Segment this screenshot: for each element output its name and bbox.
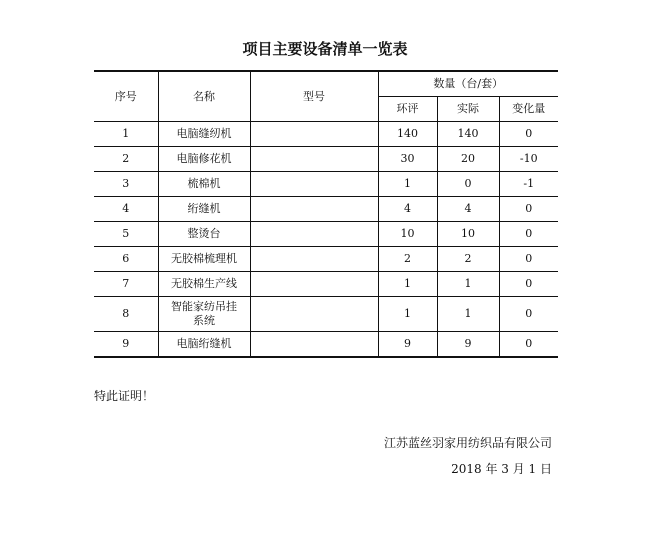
cell-model — [250, 247, 378, 272]
header-model: 型号 — [250, 71, 378, 122]
header-name: 名称 — [158, 71, 250, 122]
table-row — [94, 197, 558, 222]
document-date: 2018 年 3 月 1 日 — [451, 462, 552, 476]
cell-model — [250, 297, 378, 332]
cell-eia: 10 — [378, 222, 437, 247]
table-row — [94, 122, 558, 147]
cell-name: 整烫台 — [158, 222, 250, 247]
table-row — [94, 272, 558, 297]
cell-actual: 20 — [437, 147, 499, 172]
cell-name: 智能家纺吊挂系统 — [158, 297, 250, 332]
company-name: 江苏蓝丝羽家用纺织品有限公司 — [383, 436, 552, 450]
cell-seq: 1 — [94, 122, 158, 147]
cell-actual: 0 — [437, 172, 499, 197]
cell-seq: 2 — [94, 147, 158, 172]
cell-model — [250, 172, 378, 197]
header-change: 变化量 — [499, 97, 558, 122]
cell-name: 电脑修花机 — [158, 147, 250, 172]
table-row — [94, 332, 558, 358]
cell-eia: 140 — [378, 122, 437, 147]
cell-actual: 1 — [437, 272, 499, 297]
cell-change: 0 — [499, 122, 558, 147]
cell-name: 电脑缝纫机 — [158, 122, 250, 147]
equipment-table — [94, 70, 558, 358]
cell-actual: 140 — [437, 122, 499, 147]
cell-change: 0 — [499, 197, 558, 222]
cell-actual: 2 — [437, 247, 499, 272]
cell-seq: 7 — [94, 272, 158, 297]
table-row — [94, 247, 558, 272]
cell-seq: 9 — [94, 332, 158, 358]
cell-change: 0 — [499, 332, 558, 358]
cell-model — [250, 332, 378, 358]
cell-actual: 1 — [437, 297, 499, 332]
header-seq: 序号 — [94, 71, 158, 122]
cell-eia: 30 — [378, 147, 437, 172]
table-row — [94, 172, 558, 197]
table-row — [94, 297, 558, 332]
header-actual: 实际 — [437, 97, 499, 122]
closing-statement: 特此证明！ — [94, 389, 155, 403]
cell-eia: 4 — [378, 197, 437, 222]
cell-actual: 9 — [437, 332, 499, 358]
cell-name: 梳棉机 — [158, 172, 250, 197]
table-row — [94, 222, 558, 247]
cell-seq: 5 — [94, 222, 158, 247]
cell-actual: 4 — [437, 197, 499, 222]
cell-name: 无胶棉梳理机 — [158, 247, 250, 272]
cell-seq: 8 — [94, 297, 158, 332]
cell-change: 0 — [499, 222, 558, 247]
cell-eia: 1 — [378, 172, 437, 197]
cell-model — [250, 147, 378, 172]
header-eia: 环评 — [378, 97, 437, 122]
cell-model — [250, 272, 378, 297]
cell-change: 0 — [499, 297, 558, 332]
cell-model — [250, 122, 378, 147]
cell-seq: 6 — [94, 247, 158, 272]
cell-name: 绗缝机 — [158, 197, 250, 222]
cell-change: 0 — [499, 247, 558, 272]
table-row — [94, 147, 558, 172]
header-quantity: 数量（台/套） — [378, 71, 558, 97]
cell-change: 0 — [499, 272, 558, 297]
cell-eia: 9 — [378, 332, 437, 358]
cell-change: -10 — [499, 147, 558, 172]
cell-name: 电脑绗缝机 — [158, 332, 250, 358]
cell-eia: 1 — [378, 272, 437, 297]
cell-change: -1 — [499, 172, 558, 197]
cell-eia: 1 — [378, 297, 437, 332]
cell-model — [250, 197, 378, 222]
cell-seq: 4 — [94, 197, 158, 222]
cell-name: 无胶棉生产线 — [158, 272, 250, 297]
document-title: 项目主要设备清单一览表 — [242, 40, 408, 58]
cell-seq: 3 — [94, 172, 158, 197]
cell-actual: 10 — [437, 222, 499, 247]
cell-eia: 2 — [378, 247, 437, 272]
cell-model — [250, 222, 378, 247]
